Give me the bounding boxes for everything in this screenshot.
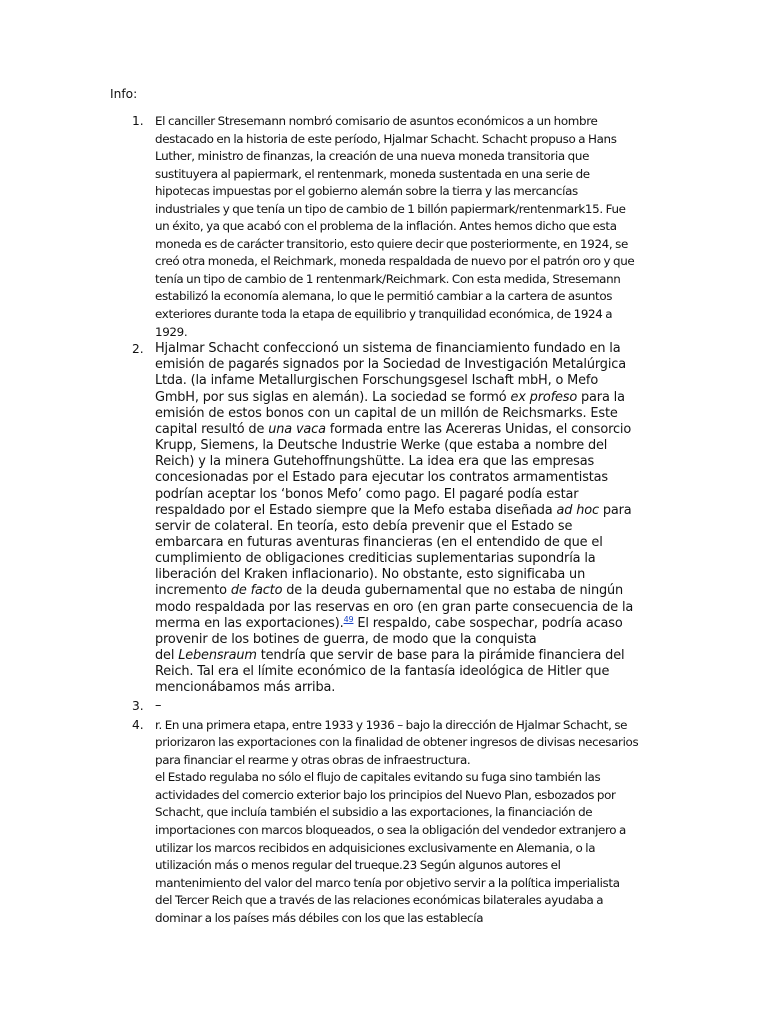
list-item (110, 698, 660, 714)
text-line: estabilizó la economía alemana, lo que le permitió cambiar a la cartera de asuntos (155, 289, 613, 304)
text-run: del (155, 648, 179, 664)
text-line: emisión de estos bonos con un capital de un millón de Reichsmarks. Este (155, 405, 618, 421)
text-line: cumplimiento de obligaciones crediticias suplementarias supondría la (155, 551, 596, 567)
text-line: Luther, ministro de finanzas, la creación de una nueva moneda transitoria que (155, 149, 590, 164)
italic-term: Lebensraum (178, 648, 257, 664)
text-line: podrían aceptar los ‘bonos Mefo’ como pago. El pagaré podía estar (155, 486, 579, 502)
text-run: tendría que servir de base para la pirámide financiera del (256, 648, 625, 664)
text-line: emisión de pagarés signados por la Sociedad de Investigación Metalúrgica (155, 357, 626, 373)
text-run: capital resultó de (155, 421, 269, 437)
text-run: formada entre las Acereras Unidas, el consorcio (325, 421, 632, 437)
text-run: de la deuda gubernamental que no estaba de ningún (282, 583, 624, 599)
text-line: destacado en la historia de este período, Hjalmar Schacht. Schacht propuso a Hans (155, 131, 617, 146)
text-line: Reich) y la minera Gutehoffnungshütte. La idea era que las empresas (155, 454, 595, 470)
text-line: priorizaron las exportaciones con la finalidad de obtener ingresos de divisas necesarios (155, 735, 639, 750)
text-line: provenir de los botines de guerra, de modo que la conquista (155, 631, 537, 647)
text-line (155, 390, 660, 406)
list-number: 3. (132, 698, 144, 713)
text-line: el Estado regulaba no sólo el flujo de capitales evitando su fuga sino también las (155, 770, 601, 785)
italic-term: ad hoc (556, 502, 599, 518)
text-line (155, 583, 660, 599)
text-line: hipotecas impuestas por el gobierno alemán sobre la tierra y las mercancías (155, 184, 578, 199)
italic-term: de facto (230, 583, 283, 599)
text-line: r. En una primera etapa, entre 1933 y 1936 – bajo la dirección de Hjalmar Schacht, se (155, 717, 628, 732)
text-line: 1929. (155, 324, 188, 339)
list-item-text (155, 341, 660, 696)
text-line: sustituyera al papiermark, el rentenmark, moneda sustentada en una serie de (155, 166, 590, 181)
text-line: utilizar los marcos recibidos en adquisiciones exclusivamente en Alemania, o la (155, 840, 596, 855)
list-number: 1. (132, 114, 144, 128)
text-line: – (155, 697, 162, 713)
text-run: para la (577, 389, 625, 405)
text-line (155, 616, 660, 632)
text-line: para financiar el rearme y otras obras de infraestructura. (155, 752, 471, 767)
text-line (155, 648, 660, 664)
list-number: 4. (132, 717, 144, 732)
italic-term: una vaca (268, 421, 326, 437)
footnote-link[interactable]: 49 (343, 614, 354, 624)
text-run: GmbH, por sus siglas en alemán). La sociedad se formó (155, 389, 511, 405)
text-run: merma en las exportaciones). (155, 615, 344, 631)
text-line (155, 422, 660, 438)
list-item (110, 341, 660, 696)
text-line: modo respaldada por las reservas en oro (en gran parte consecuencia de la (155, 599, 634, 615)
info-heading: Info: (110, 87, 138, 101)
text-line: tenía un tipo de cambio de 1 rentenmark/Reichmark. Con esta medida, Stresemann (155, 271, 621, 286)
list-item-text (155, 698, 660, 714)
text-line (155, 503, 660, 519)
italic-term: ex profeso (510, 389, 578, 405)
text-line: servir de colateral. En teoría, esto debía prevenir que el Estado se (155, 518, 573, 534)
list-item (110, 717, 660, 928)
text-line: liberación del Kraken inflacionario). No obstante, esto significaba un (155, 567, 586, 583)
text-line: Ltda. (la infame Metallurgischen Forschungsgesel Ischaft mbH, o Mefo (155, 373, 599, 389)
text-line: exteriores durante toda la etapa de equilibrio y tranquilidad económica, de 1924 a (155, 307, 613, 322)
text-line: Krupp, Siemens, la Deutsche Industrie Werke (que estaba a nombre del (155, 438, 608, 454)
text-run: respaldado por el Estado siempre que la Mefo estaba diseñada (155, 502, 557, 518)
text-line: dominar a los países más débiles con los que las establecía (155, 910, 484, 925)
text-line: mencionábamos más arriba. (155, 680, 336, 696)
text-line: moneda es de carácter transitorio, esto quiere decir que posteriormente, en 1924, se (155, 236, 628, 251)
text-line: Schacht, que incluía también el subsidio a las exportaciones, la financiación de (155, 805, 593, 820)
text-run: El respaldo, cabe sospechar, podría acaso (353, 615, 623, 631)
text-run: para (598, 502, 632, 518)
text-line: un éxito, ya que acabó con el problema de la inflación. Antes hemos dicho que esta (155, 219, 617, 234)
text-line: mantenimiento del valor del marco tenía por objetivo servir a la política imperialista (155, 875, 620, 890)
text-run: incremento (155, 583, 231, 599)
list-number: 2. (132, 342, 144, 357)
text-line: del Tercer Reich que a través de las relaciones económicas bilaterales ayudaba a (155, 893, 604, 908)
text-line: Hjalmar Schacht confeccionó un sistema de financiamiento fundado en la (155, 341, 621, 357)
list-item-text (155, 717, 660, 928)
text-line: industriales y que tenía un tipo de cambio de 1 billón papiermark/rentenmark15. Fue (155, 201, 626, 216)
list-item-text (155, 113, 660, 341)
text-line: creó otra moneda, el Reichmark, moneda respaldada de nuevo por el patrón oro y que (155, 254, 635, 269)
text-line: concesionadas por el Estado para ejecutar los contratos armamentistas (155, 470, 608, 486)
text-line: embarcara en futuras aventuras financieras (en el entendido de que el (155, 534, 603, 550)
list-item (110, 113, 660, 341)
text-line: importaciones con marcos bloqueados, o sea la obligación del vendedor extranjero a (155, 822, 626, 837)
text-line: Reich. Tal era el límite económico de la fantasía ideológica de Hitler que (155, 664, 610, 680)
text-line: El canciller Stresemann nombró comisario de asuntos económicos a un hombre (155, 114, 598, 128)
text-line: utilización más o menos regular del trueque.23 Según algunos autores el (155, 858, 561, 873)
text-line: actividades del comercio exterior bajo los principios del Nuevo Plan, esbozados por (155, 787, 616, 802)
numbered-list (110, 113, 660, 927)
